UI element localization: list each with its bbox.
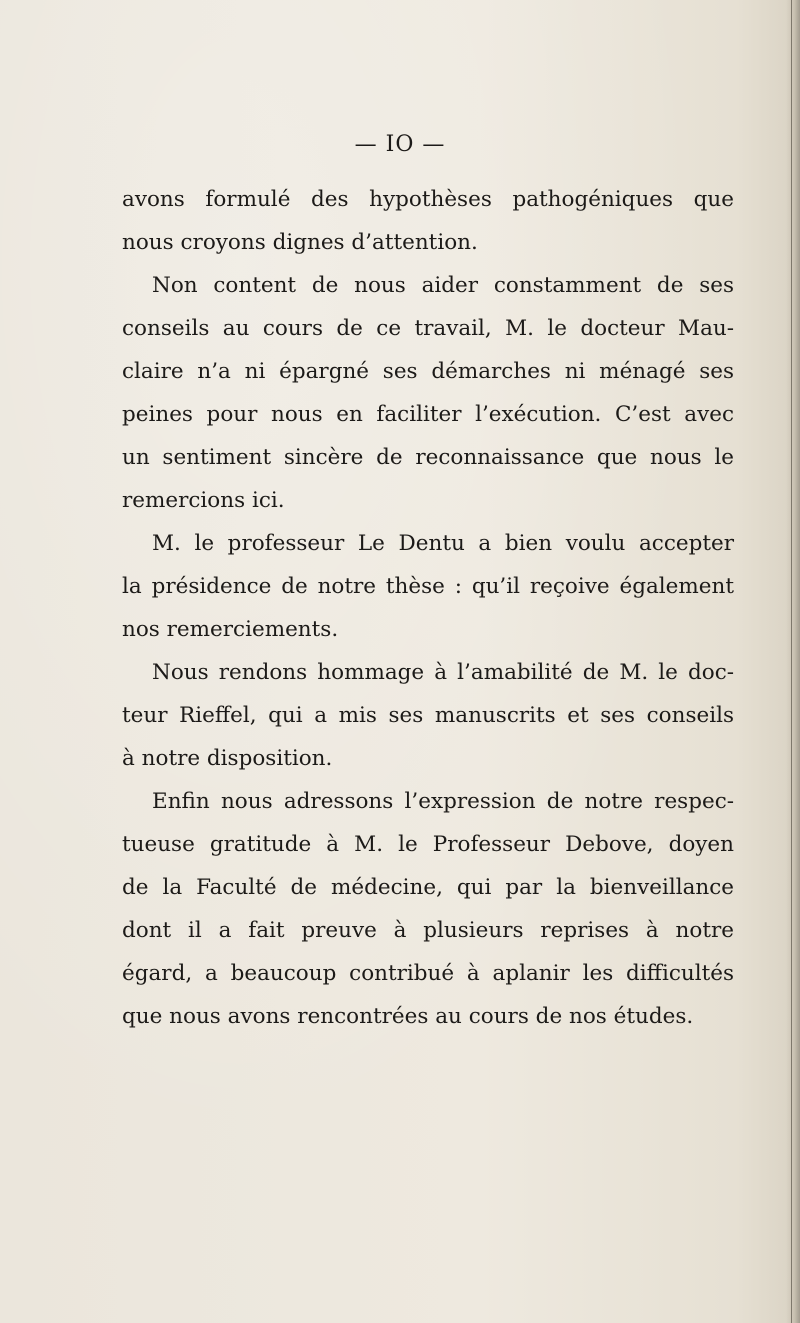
text-line: la présidence de notre thèse : qu’il reçoive également: [122, 574, 734, 599]
text-line: conseils au cours de ce travail, M. le docteur Mau-: [122, 316, 734, 341]
text-line: Nous rendons hommage à l’amabilité de M. le doc-: [152, 660, 734, 685]
text-line: Enfin nous adressons l’expression de notre respec-: [152, 789, 734, 814]
text-line: à notre disposition.: [122, 746, 333, 771]
text-line: un sentiment sincère de reconnaissance que nous le: [122, 445, 734, 470]
text-line: nous croyons dignes d’attention.: [122, 230, 478, 255]
text-line: peines pour nous en faciliter l’exécution. C’est avec: [122, 402, 734, 427]
text-line: tueuse gratitude à M. le Professeur Debove, doyen: [122, 832, 734, 857]
body-text: [122, 178, 734, 1038]
page-number: — IO —: [354, 132, 446, 157]
text-line: teur Rieffel, qui a mis ses manuscrits et ses conseils: [122, 703, 734, 728]
text-line: M. le professeur Le Dentu a bien voulu accepter: [152, 531, 734, 556]
text-line: que nous avons rencontrées au cours de nos études.: [122, 1004, 694, 1029]
text-line: remercions ici.: [122, 488, 285, 513]
text-line: nos remerciements.: [122, 617, 339, 642]
text-line: avons formulé des hypothèses pathogéniques que: [122, 187, 734, 212]
text-line: Non content de nous aider constamment de ses: [152, 273, 734, 298]
text-line: égard, a beaucoup contribué à aplanir les difficultés: [122, 961, 734, 986]
page-edge-line: [791, 0, 792, 1323]
text-line: claire n’a ni épargné ses démarches ni ménagé ses: [122, 359, 734, 384]
text-line: dont il a fait preuve à plusieurs reprises à notre: [122, 918, 734, 943]
text-line: de la Faculté de médecine, qui par la bienveillance: [122, 875, 734, 900]
page-edge-shadow: [786, 0, 800, 1323]
